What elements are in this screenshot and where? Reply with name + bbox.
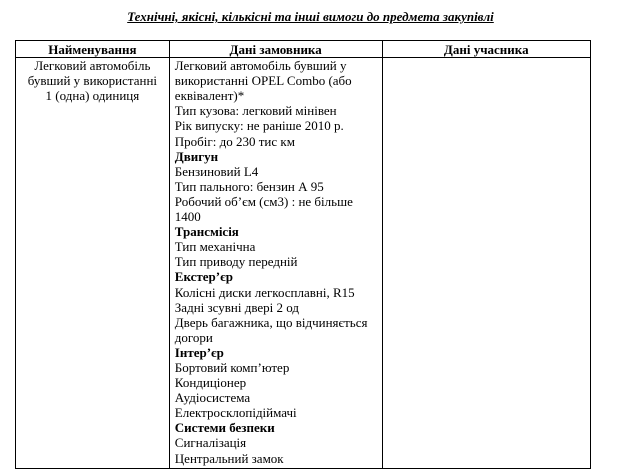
table-row (16, 58, 591, 469)
section-heading: Системи безпеки (174, 420, 275, 436)
participant-data-cell[interactable] (382, 58, 591, 469)
requirement-line: еквівалент)* (174, 88, 245, 104)
section-heading: Двигун (174, 148, 219, 164)
section-heading: Трансмісія (174, 224, 239, 240)
requirement-line: Сигналізація (174, 435, 247, 451)
requirement-line: Тип приводу передній (174, 254, 298, 270)
requirement-line: Кондиціонер (174, 375, 247, 391)
requirement-line: використанні OPEL Combo (або (174, 73, 352, 89)
requirement-line: Бортовий комп’ютер (174, 359, 290, 375)
header-participant-data: Дані учасника (382, 41, 591, 58)
section-heading: Інтер’єр (174, 344, 224, 360)
requirement-line: догори (174, 329, 213, 345)
header-customer-data: Дані замовника (169, 41, 382, 58)
requirement-line: Легковий автомобіль бувший у (174, 58, 347, 74)
requirement-line: Пробіг: до 230 тис км (174, 133, 295, 149)
requirements-table (15, 40, 591, 469)
requirement-line: Рік випуску: не раніше 2010 р. (174, 118, 344, 134)
requirement-line: Тип механічна (174, 239, 256, 255)
item-name-line: 1 (одна) одиниця (45, 88, 140, 104)
requirement-line: 1400 (174, 209, 201, 225)
table-header-row (16, 41, 591, 58)
item-name-line: бувший у використанні (27, 73, 158, 89)
requirement-line: Колісні диски легкосплавні, R15 (174, 284, 355, 300)
requirement-line: Центральний замок (174, 450, 284, 466)
requirement-line: Бензиновий L4 (174, 163, 259, 179)
requirement-line: Тип пального: бензин А 95 (174, 178, 324, 194)
header-name: Найменування (16, 41, 170, 58)
requirement-line: Задні зсувні двері 2 од (174, 299, 300, 315)
requirement-line: Тип кузова: легковий мінівен (174, 103, 337, 119)
customer-data-cell (169, 58, 382, 469)
item-name-cell (16, 58, 170, 469)
requirement-line: Електросклопідіймачі (174, 405, 297, 421)
item-name-line: Легковий автомобіль (34, 58, 151, 74)
document-title: Технічні, якісні, кількісні та інші вимоги до предмета закупівлі (127, 9, 494, 24)
requirement-line: Дверь багажника, що відчиняється (174, 314, 368, 330)
requirement-line: Аудіосистема (174, 390, 251, 406)
section-heading: Екстер’єр (174, 269, 233, 285)
requirement-line: Робочий об’єм (см3) : не більше (174, 193, 353, 209)
